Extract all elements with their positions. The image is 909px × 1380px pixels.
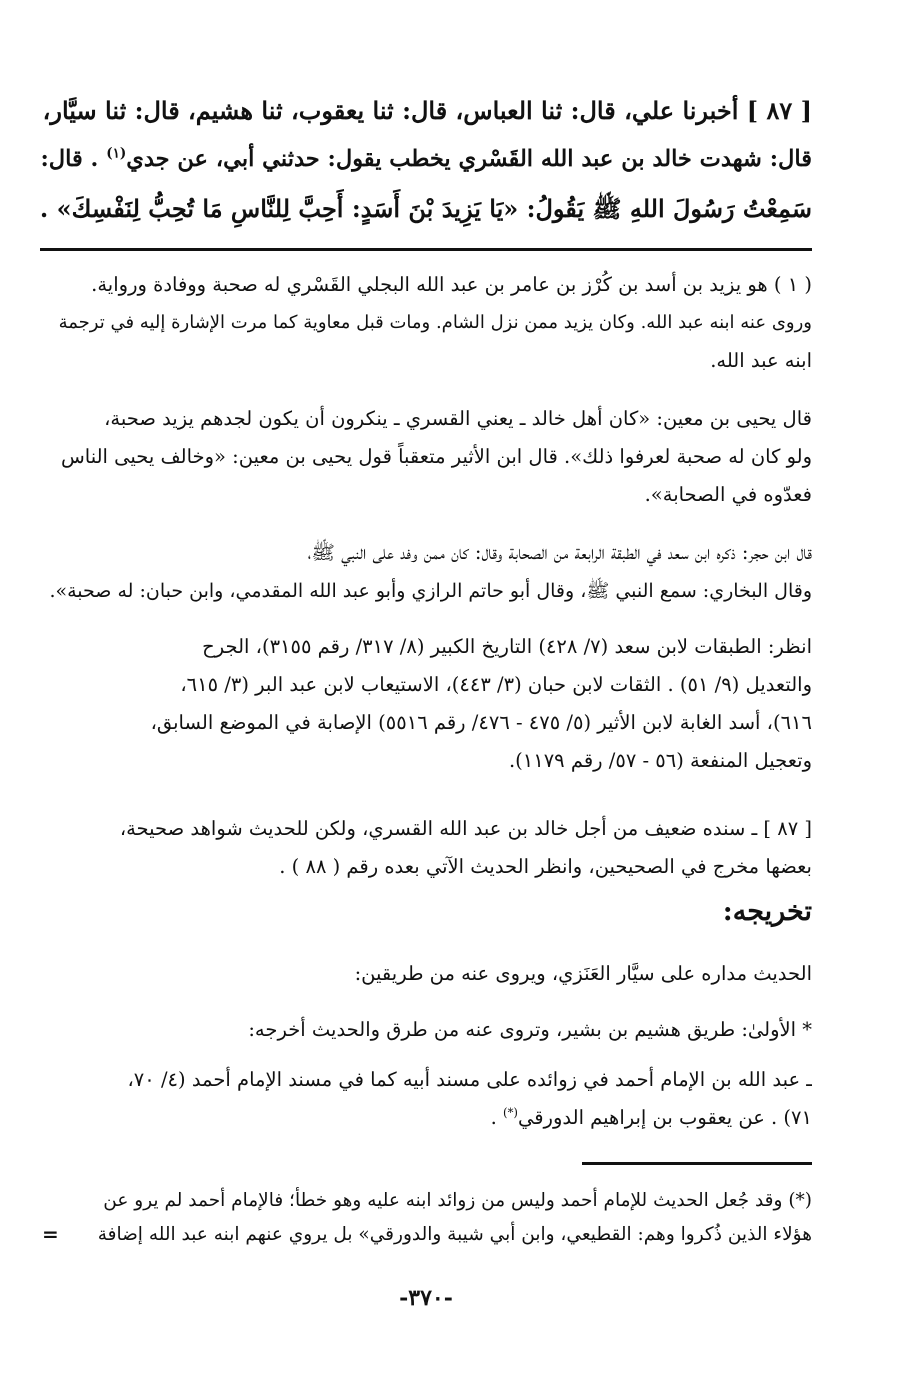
footnote-separator-short (582, 1162, 812, 1165)
hadith-line-3: سَمِعْتُ رَسُولَ اللهِ ﷺ يَقُولُ: «يَا يَزِيدَ بْنَ أَسَدٍ: أَحِبَّ لِلنَّاسِ مَا تُحِبُّ لِنَفْسِكَ» . (40, 194, 812, 223)
page-number: -٣٧٠- (399, 1285, 453, 1311)
footnote-separator (40, 248, 812, 251)
footnote-4-line-4: وتعجيل المنفعة (٥٦ - ٥٧/ رقم ١١٧٩). (508, 749, 812, 772)
hadith-line-2-end: . قال: (40, 146, 107, 172)
footnote-4-line-3: ٦١٦)، أسد الغابة لابن الأثير (٥/ ٤٧٥ - ٤٧٦/ رقم ٥٥١٦) الإصابة في الموضع السابق، (150, 711, 812, 734)
footnote-3-line-1: قال ابن حجر: ذكره ابن سعد في الطبقة الرابعة من الصحابة وقال: كان ممن وفد على النبي ﷺ، (307, 541, 812, 564)
footnote-references (40, 628, 812, 780)
footnote-star-line-2: هؤلاء الذين ذُكروا وهم: القطيعي، وابن أبي شيبة والدورقي» بل يروي عنهم ابنه عبد الله إضافة (97, 1224, 812, 1245)
takhrij-line-2: * الأولىٰ: طريق هشيم بن بشير، وتروى عنه من طرق والحديث أخرجه: (248, 1018, 812, 1041)
takhrij-intro (40, 955, 812, 993)
takhrij-line-4 (40, 1099, 812, 1137)
footnote-2-line-1: قال يحيى بن معين: «كان أهل خالد ـ يعني القسري ـ ينكرون أن يكون لجدهم يزيد صحبة، (104, 407, 812, 430)
footnote-1-line-1: ( ١ ) هو يزيد بن أسد بن كُرْز بن عامر بن عبد الله البجلي القَسْري له صحبة ووفادة ورواية. (91, 273, 812, 296)
footnote-3-line-2: وقال البخاري: سمع النبي ﷺ، وقال أبو حاتم الرازي وأبو عبد الله المقدمي، وابن حبان: له صحبة». (49, 580, 812, 602)
takhrij-line-4-end: . (490, 1106, 504, 1129)
takhrij-heading: تخريجه: (722, 896, 812, 927)
footnote-2-line-3: فعدّوه في الصحابة». (644, 483, 812, 506)
footnote-2-line-2: ولو كان له صحبة لعرفوا ذلك». قال ابن الأثير متعقباً قول يحيى بن معين: «وخالف يحيى الناس (60, 445, 812, 468)
footnote-ibn-hajar (40, 534, 812, 610)
hadith-text (40, 86, 812, 233)
footnote-1 (40, 266, 812, 380)
footnote-1-line-2: وروى عنه ابنه عبد الله. وكان يزيد ممن نزل الشام. ومات قبل معاوية كما مرت الإشارة إليه في ترجمة (58, 312, 812, 333)
grading-note (40, 810, 812, 886)
footnote-4-line-1: انظر: الطبقات لابن سعد (٧/ ٤٢٨) التاريخ الكبير (٨/ ٣١٧/ رقم ٣١٥٥)، الجرح (202, 635, 812, 658)
hadith-line-2-text: قال: شهدت خالد بن عبد الله القَسْري يخطب يقول: حدثني أبي، عن جدي (126, 146, 812, 172)
takhrij-line-1: الحديث مداره على سيَّار العَنَزي، ويروى عنه من طريقين: (354, 962, 812, 985)
takhrij-source (40, 1061, 812, 1137)
footnote-1-line-3: ابنه عبد الله. (710, 349, 812, 372)
takhrij-first-path (40, 1011, 812, 1049)
grading-line-2: بعضها مخرج في الصحيحين، وانظر الحديث الآتي بعده رقم ( ٨٨ ) . (279, 855, 812, 878)
footnote-4-line-2: والتعديل (٩/ ٥١) . الثقات لابن حبان (٣/ ٤٤٣)، الاستيعاب لابن عبد البر (٣/ ٦١٥، (180, 673, 812, 696)
hadith-line-2 (40, 135, 812, 184)
continuation-mark: = (42, 1222, 59, 1246)
book-page (40, 0, 812, 1380)
takhrij-line-4-text: ٧١) . عن يعقوب بن إبراهيم الدورقي (517, 1106, 812, 1129)
grading-line-1: [ ٨٧ ] ـ سنده ضعيف من أجل خالد بن عبد الله القسري، ولكن للحديث شواهد صحيحة، (119, 817, 812, 840)
footnote-reference-1: (١) (106, 145, 127, 162)
footnote-star-line-1: (*) وقد جُعل الحديث للإمام أحمد وليس من زوائد ابنه عليه وهو خطأ؛ فالإمام أحمد لم يرو عن (103, 1190, 812, 1211)
hadith-line-1: [ ٨٧ ] أخبرنا علي، قال: ثنا العباس، قال: ثنا يعقوب، ثنا هشيم، قال: ثنا سيَّار، (42, 96, 812, 125)
footnote-reference-star: (*) (503, 1105, 518, 1120)
footnote-star (40, 1184, 812, 1252)
takhrij-line-3: ـ عبد الله بن الإمام أحمد في زوائده على مسند أبيه كما في مسند الإمام أحمد (٤/ ٧٠، (127, 1068, 812, 1091)
footnote-ibn-maeen (40, 400, 812, 514)
